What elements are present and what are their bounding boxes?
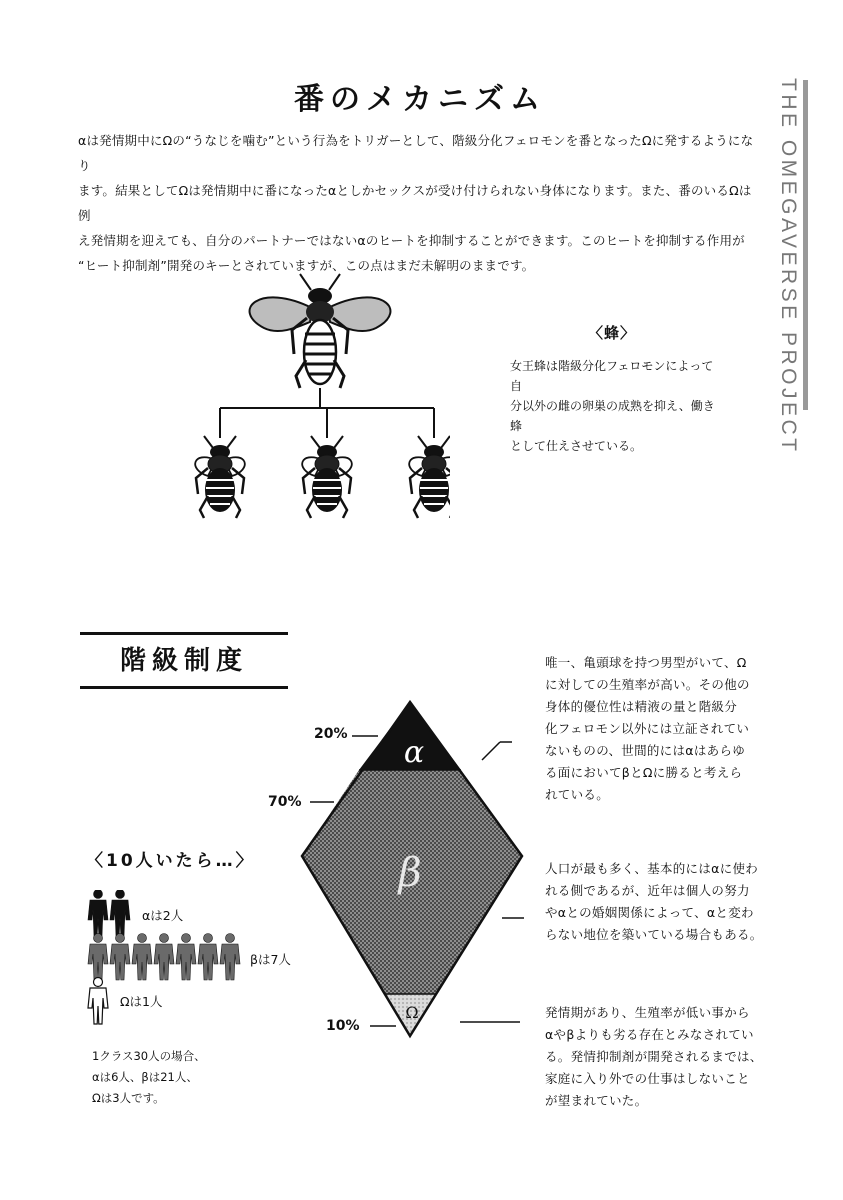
hierarchy-lines xyxy=(220,388,434,438)
beta-description xyxy=(545,858,765,946)
desc-line: やαとの婚姻関係によって、αと変わ xyxy=(545,905,754,920)
desc-line: に対しての生殖率が高い。その他の xyxy=(545,677,750,692)
note-line: 1クラス30人の場合、 xyxy=(92,1049,206,1063)
section-title: 階級制度 xyxy=(119,646,248,676)
page-title: 番のメカニズム xyxy=(294,82,546,117)
omega-count-label: Ωは1人 xyxy=(120,994,163,1009)
note-line: αは6人、βは21人、 xyxy=(92,1070,198,1084)
intro-line: え発情期を迎えても、自分のパートナーではないαのヒートを抑制することができます。このヒートを抑制する作用が xyxy=(78,233,745,248)
omega-person-icon xyxy=(88,978,108,1025)
desc-line: αやβよりも劣る存在とみなされてい xyxy=(545,1027,754,1042)
bee-caption-line: 分以外の雌の卵巣の成熟を抑え、働き蜂 xyxy=(510,399,715,433)
desc-line: 家庭に入り外での仕事はしないこと xyxy=(545,1071,750,1086)
alpha-person-icon xyxy=(88,890,108,936)
beta-person-icon xyxy=(132,934,152,981)
alpha-count-label: αは2人 xyxy=(142,908,184,923)
alpha-person-icon xyxy=(110,890,130,936)
class-note xyxy=(92,1046,206,1109)
omega-percentage: 10% xyxy=(326,1018,360,1034)
desc-line: 身体的優位性は精液の量と階級分 xyxy=(545,699,738,714)
bee-caption-line: として仕えさせている。 xyxy=(510,439,643,453)
worker-bee-icon xyxy=(409,436,450,518)
beta-person-icon xyxy=(198,934,218,981)
desc-line: ないものの、世間的にはαはあらゆ xyxy=(545,743,746,758)
worker-bee-icon xyxy=(302,436,352,518)
intro-line: ます。結果としてΩは発情期中に番になったαとしかセックスが受け付けられない身体になります。また、番のいるΩは例 xyxy=(78,183,752,223)
side-rule xyxy=(790,80,808,410)
desc-line: る面においてβとΩに勝ると考えら xyxy=(545,765,743,780)
desc-line: らない地位を築いている場合もある。 xyxy=(545,927,763,942)
section-rule-bottom xyxy=(80,686,288,689)
queen-bee-icon xyxy=(250,274,391,388)
bee-caption-body xyxy=(510,356,720,456)
note-line: Ωは3人です。 xyxy=(92,1091,165,1105)
bee-hierarchy-diagram xyxy=(190,270,450,530)
beta-people-row xyxy=(88,934,240,981)
desc-line: 唯一、亀頭球を持つ男型がいて、Ω xyxy=(545,655,747,670)
section-rule-top xyxy=(80,632,288,635)
intro-paragraph xyxy=(78,128,758,278)
ten-people-title: 〈10人いたら…〉 xyxy=(86,851,256,871)
beta-count-label: βは7人 xyxy=(250,952,291,967)
beta-symbol: β xyxy=(398,850,422,896)
bee-caption-title: 〈蜂〉 xyxy=(588,324,637,342)
omega-description xyxy=(545,1002,770,1112)
alpha-percentage: 20% xyxy=(314,726,348,742)
intro-line: “ヒート抑制剤”開発のキーとされていますが、この点はまだ未解明のままです。 xyxy=(78,258,535,273)
alpha-people-row xyxy=(88,890,130,936)
omega-people-row xyxy=(88,978,108,1025)
desc-line: る。発情抑制剤が開発されるまでは、 xyxy=(545,1049,763,1064)
beta-person-icon xyxy=(110,934,130,981)
desc-line: が望まれていた。 xyxy=(545,1093,648,1108)
desc-line: 化フェロモン以外には立証されてい xyxy=(545,721,750,736)
alpha-description xyxy=(545,652,765,806)
desc-line: れている。 xyxy=(545,787,610,802)
desc-line: 発情期があり、生殖率が低い事から xyxy=(545,1005,750,1020)
omega-symbol: Ω xyxy=(405,1003,419,1022)
beta-person-icon xyxy=(88,934,108,981)
worker-bee-icon xyxy=(195,436,245,518)
desc-line: 人口が最も多く、基本的にはαに使わ xyxy=(545,861,759,876)
intro-line: αは発情期中にΩの“うなじを噛む”という行為をトリガーとして、階級分化フェロモンを番となったΩに発するようになり xyxy=(78,133,754,173)
beta-person-icon xyxy=(154,934,174,981)
bee-caption-line: 女王蜂は階級分化フェロモンによって自 xyxy=(510,359,714,393)
beta-person-icon xyxy=(176,934,196,981)
desc-line: れる側であるが、近年は個人の努力 xyxy=(545,883,750,898)
alpha-symbol: α xyxy=(403,735,425,770)
description-pointers xyxy=(460,720,540,1030)
beta-person-icon xyxy=(220,934,240,981)
beta-percentage: 70% xyxy=(268,794,302,810)
side-title: THE OMEGAVERSE PROJECT xyxy=(777,78,800,455)
